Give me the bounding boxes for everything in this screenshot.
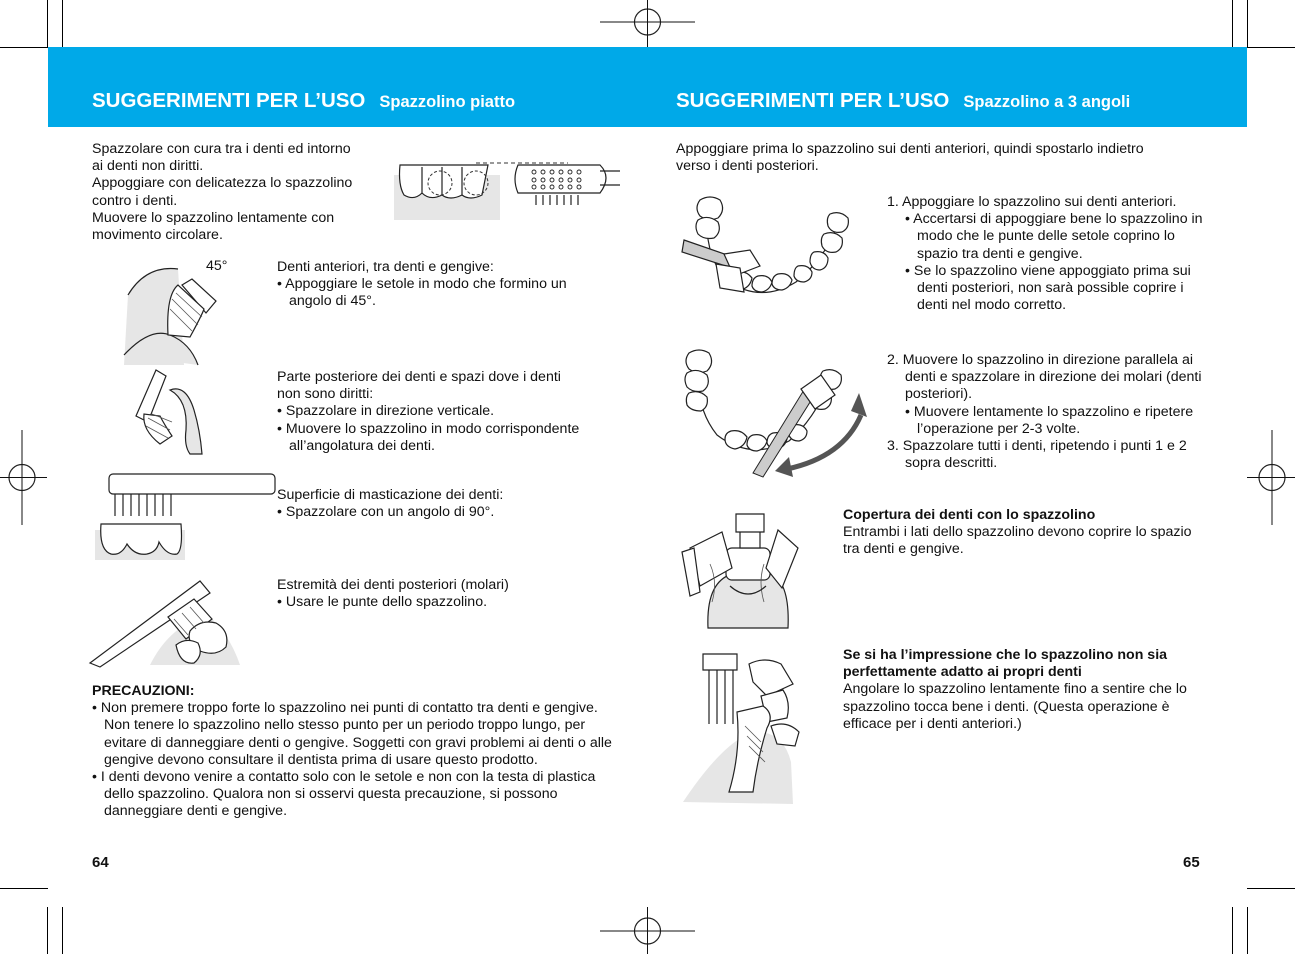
flat-brush-teeth-illustration — [390, 155, 620, 225]
right-title-sub: Spazzolino a 3 angoli — [963, 93, 1131, 111]
registration-mark-right — [1247, 430, 1295, 525]
right-page-title — [676, 89, 1130, 113]
left-header-bar — [48, 47, 632, 127]
front-heading: Denti anteriori, tra denti e gengive: — [277, 259, 494, 275]
registration-mark-left — [0, 430, 48, 525]
precautions-bullet: • I denti devono venire a contatto solo con le setole e non con la testa di plastica dello spazzolino. Qualora non si osservi questa precauzione, si possono danneggiare denti e gengive. — [92, 769, 596, 820]
back-teeth-text — [277, 369, 617, 455]
page-number-right: 65 — [1183, 854, 1200, 871]
front-teeth-text — [277, 259, 607, 311]
chewing-bullet: • Spazzolare con un angolo di 90°. — [277, 504, 495, 521]
precautions-heading: PRECAUZIONI: — [92, 683, 195, 699]
intro-line: Appoggiare prima lo spazzolino sui denti anteriori, quindi spostarlo indietro — [676, 141, 1144, 157]
back-heading-line: non sono diritti: — [277, 386, 374, 403]
fit-text — [843, 647, 1208, 733]
left-title-main: SUGGERIMENTI PER L’USO — [92, 89, 366, 112]
coverage-heading: Copertura dei denti con lo spazzolino — [843, 507, 1096, 523]
step-3-text: 3. Spazzolare tutti i denti, ripetendo i punti 1 e 2 sopra descritti. — [887, 438, 1187, 472]
step-1-heading: 1. Appoggiare lo spazzolino sui denti anteriori. — [887, 194, 1177, 210]
right-header-bar — [632, 47, 1247, 127]
coverage-text — [843, 507, 1208, 559]
brush-vertical-back-teeth-illustration — [130, 370, 205, 455]
brush-molars-illustration — [90, 575, 240, 667]
arch-front-brush-illustration — [680, 192, 870, 310]
intro-line: Muovere lo spazzolino lentamente con — [92, 209, 335, 226]
intro-line: Spazzolare con cura tra i denti ed intorno — [92, 141, 351, 157]
back-bullet: • Muovere lo spazzolino in modo corrispondente all’angolatura dei denti. — [277, 420, 580, 454]
step-2-bullet: • Muovere lentamente lo spazzolino e ripetere l’operazione per 2-3 volte. — [905, 403, 1194, 437]
precautions-bullet: • Non premere troppo forte lo spazzolino nei punti di contatto tra denti e gengive. Non tenere lo spazzolino nello stesso punto per un periodo troppo lungo, per evitare di danneggiare denti o gengive. Soggetti con gravi problemi ai denti o alle gengive devono consultare il dentista prima di usare questo prodotto. — [92, 700, 612, 768]
left-title-sub: Spazzolino piatto — [379, 93, 516, 111]
intro-line: Appoggiare con delicatezza lo spazzolino — [92, 175, 353, 192]
fit-body: Angolare lo spazzolino lentamente fino a sentire che lo spazzolino tocca bene i denti. (Questa operazione è efficace per i denti anteriori.) — [843, 681, 1187, 732]
page-number-left: 64 — [92, 854, 109, 871]
intro-line: verso i denti posteriori. — [676, 158, 819, 175]
back-heading-line: Parte posteriore dei denti e spazi dove i denti — [277, 369, 561, 385]
brush-angle-fit-illustration — [683, 642, 808, 806]
angle-label: 45° — [206, 258, 228, 274]
chewing-surface-text — [277, 487, 607, 521]
fit-heading: Se si ha l’impressione che lo spazzolino non sia perfettamente adatto ai propri denti — [843, 647, 1168, 681]
left-page-title — [92, 89, 515, 113]
step-1-bullet: • Se lo spazzolino viene appoggiato prima sui denti posteriori, non sarà possible coprire i denti nel modo corretto. — [905, 262, 1191, 314]
coverage-body: Entrambi i lati dello spazzolino devono coprire lo spazio tra denti e gengive. — [843, 524, 1192, 558]
right-title-main: SUGGERIMENTI PER L’USO — [676, 89, 950, 112]
step-1-text — [887, 194, 1207, 314]
right-intro — [676, 141, 1216, 175]
precautions — [92, 683, 612, 821]
step-2-heading: 2. Muovere lo spazzolino in direzione parallela ai denti e spazzolare in direzione dei molari (denti posteriori). — [887, 352, 1202, 403]
left-intro — [92, 141, 392, 244]
brush-chewing-surface-illustration — [95, 470, 275, 562]
steps-2-3-text — [887, 352, 1207, 472]
intro-line: movimento circolare. — [92, 227, 223, 244]
registration-mark-bottom — [600, 907, 695, 954]
molars-text — [277, 577, 607, 611]
intro-line: ai denti non diritti. — [92, 158, 204, 175]
chewing-heading: Superficie di masticazione dei denti: — [277, 487, 504, 503]
step-1-bullet: • Accertarsi di appoggiare bene lo spazzolino in modo che le punte delle setole coprino lo spazio tra denti e gengive. — [905, 211, 1203, 262]
molars-bullet: • Usare le punte dello spazzolino. — [277, 594, 488, 611]
molars-heading: Estremità dei denti posteriori (molari) — [277, 577, 509, 593]
intro-line: contro i denti. — [92, 192, 178, 209]
front-bullet: • Appoggiare le setole in modo che formino un angolo di 45°. — [277, 276, 567, 310]
registration-mark-top — [600, 0, 695, 48]
brush-coverage-illustration — [678, 508, 798, 630]
back-bullet: • Spazzolare in direzione verticale. — [277, 403, 495, 420]
arch-side-brush-illustration — [675, 345, 865, 477]
